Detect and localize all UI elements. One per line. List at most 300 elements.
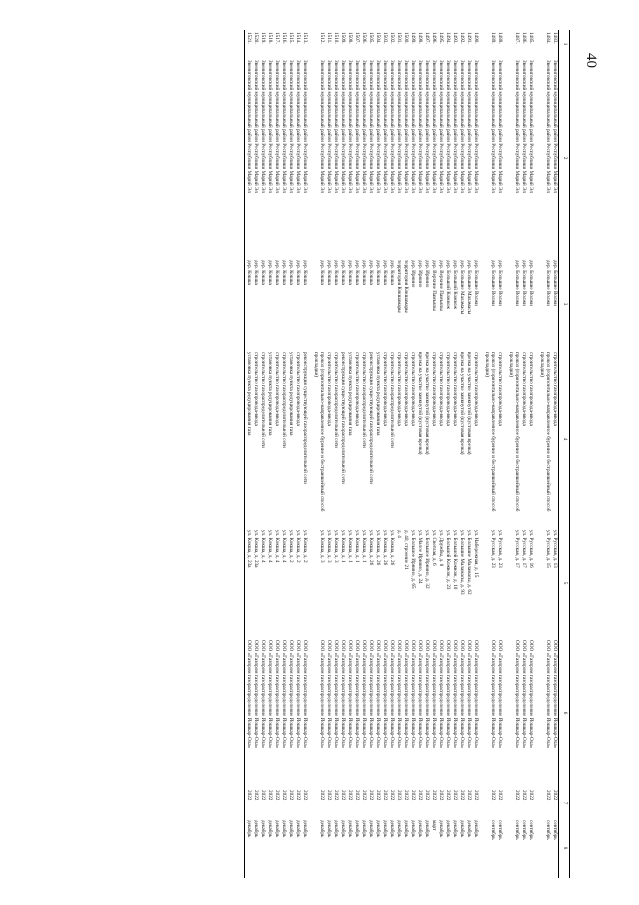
district-cell: Звениговский муниципальный район Республики Марий Эл xyxy=(452,60,458,193)
district-cell: Звениговский муниципальный район Республики Марий Эл xyxy=(368,60,374,193)
settlement-cell: дер. Кокша xyxy=(260,260,266,285)
work-type-cell: врезка на участке замкнутой (кустовая врезка) xyxy=(459,352,465,455)
address-cell: ул. Малое Ирнино, д. 24 xyxy=(417,530,423,584)
district-cell: Звениговский муниципальный район Республики Марий Эл xyxy=(473,60,479,193)
settlement-cell: дер. Кокша xyxy=(354,260,360,285)
year-cell: 2022 xyxy=(281,790,287,801)
organization-cell: ООО «Газпром газораспределение Йошкар-Ола» xyxy=(274,640,280,749)
year-cell: 2022 xyxy=(403,790,409,801)
organization-cell: ООО «Газпром газораспределение Йошкар-Ола» xyxy=(260,640,266,749)
organization-cell: ООО «Газпром газораспределение Йошкар-Ола» xyxy=(545,640,551,749)
row-number: 1487. xyxy=(514,32,520,44)
month-cell: декабрь xyxy=(326,820,332,838)
settlement-cell: дер. Ирнино xyxy=(424,260,430,288)
work-type-cell: строительство газораспределительной сети xyxy=(333,352,339,448)
district-cell: Звениговский муниципальный район Республики Марий Эл xyxy=(490,60,496,193)
organization-cell: ООО «Газпром газораспределение Йошкар-Ола» xyxy=(347,640,353,749)
row-number: 1508. xyxy=(347,32,353,44)
work-type-cell: строительство газопровода-ввода xyxy=(253,352,259,426)
address-cell: ул. Русская, д. 17 xyxy=(521,530,527,568)
month-cell: декабрь xyxy=(382,820,388,838)
table-row xyxy=(430,30,437,878)
row-number: 1484. xyxy=(545,32,551,44)
address-cell: ул. Кокша, д. 2 xyxy=(302,530,308,563)
organization-cell: ООО «Газпром газораспределение Йошкар-Ола» xyxy=(473,640,479,749)
year-cell: 2022 xyxy=(288,790,294,801)
address-cell: ул. Русская, д. 15 xyxy=(545,530,551,568)
table-row xyxy=(381,30,388,878)
row-number: 1503. xyxy=(382,32,388,44)
year-cell: 2022 xyxy=(452,790,458,801)
row-number: 1497. xyxy=(424,32,430,44)
year-cell: 2022 xyxy=(466,790,472,801)
settlement-cell: дер. Большие Волжи xyxy=(497,260,503,306)
organization-cell: ООО «Газпром газораспределение Йошкар-Ола» xyxy=(267,640,273,749)
settlement-cell: дер. Кокша xyxy=(340,260,346,285)
table-row xyxy=(245,30,253,878)
settlement-cell: дер. Кокша xyxy=(295,260,301,285)
works-table xyxy=(244,30,570,878)
settlement-cell: дер. Большие Волжи xyxy=(514,260,520,306)
organization-cell: ООО «Газпром газораспределение Йошкар-Ола» xyxy=(521,640,527,749)
table-row xyxy=(374,30,381,878)
work-type-cell: реконструкция существующей газораспределительной сети xyxy=(302,352,308,484)
work-type-cell: строительство газопровода-ввода xyxy=(521,352,527,426)
settlement-cell: дер. Кокша xyxy=(281,260,287,285)
month-cell: декабрь xyxy=(368,820,374,838)
settlement-cell: дер. Большие Волжи xyxy=(545,260,551,306)
settlement-cell: дер. Кокша xyxy=(245,258,253,350)
column-header: 4 xyxy=(559,350,570,528)
district-cell: Звениговский муниципальный район Республики Марий Эл xyxy=(459,60,465,193)
organization-cell: ООО «Газпром газораспределение Йошкар-Ола» xyxy=(375,640,381,749)
work-type-cell: строительство газораспределительной сети xyxy=(260,352,266,448)
district-cell: Звениговский муниципальный район Республики Марий Эл xyxy=(545,60,551,193)
address-cell: ул. Кокша, д. 26 xyxy=(389,530,395,566)
organization-cell: ООО «Газпром газораспределение Йошкар-Ола» xyxy=(245,638,253,788)
district-cell: Звениговский муниципальный район Республики Марий Эл xyxy=(514,60,520,193)
month-cell: декабрь xyxy=(319,820,325,838)
settlement-cell: дер. Большие Волжи xyxy=(521,260,527,306)
year-cell: 2022 xyxy=(340,790,346,801)
year-cell: 2022 xyxy=(410,790,416,801)
table-row xyxy=(465,30,472,878)
row-number: 1507. xyxy=(354,32,360,44)
district-cell: Звениговский муниципальный район Республики Марий Эл xyxy=(347,60,353,193)
organization-cell: ООО «Газпром газораспределение Йошкар-Ола» xyxy=(417,640,423,749)
spacer-cell xyxy=(479,30,484,878)
table-row xyxy=(451,30,458,878)
settlement-cell: дер. Кокша xyxy=(274,260,280,285)
work-type-cell: прокол (горизонтально-направленное бурение и бестраншейный способ прокладки) xyxy=(508,352,520,512)
organization-cell: ООО «Газпром газораспределение Йошкар-Ола» xyxy=(389,640,395,749)
settlement-cell: дер. Кокша xyxy=(368,260,374,285)
year-cell: 2022 xyxy=(253,790,259,801)
address-cell: ул. Кокша, д. 1 xyxy=(361,530,367,563)
month-cell: декабрь xyxy=(340,820,346,838)
address-cell: ул. Кокша, д. 26 xyxy=(368,530,374,566)
address-cell: д. 40, строение 21 xyxy=(403,530,409,570)
year-cell: 2022 xyxy=(545,790,551,801)
address-cell: ул. Кокша, д. 26 xyxy=(382,530,388,566)
district-cell: Звениговский муниципальный район Республики Марий Эл xyxy=(361,60,367,193)
month-cell: сентябрь xyxy=(490,820,496,840)
work-type-cell: строительство газопровода-ввода xyxy=(403,352,409,426)
work-type-cell: установка пункта редуцирования газа xyxy=(267,352,273,436)
settlement-cell: дер. Ирнино xyxy=(410,260,416,288)
page-number: 40 xyxy=(583,53,599,68)
work-type-cell: строительство газораспределительной сети xyxy=(281,352,287,448)
row-number: 1519. xyxy=(260,32,266,44)
row-number: 1492. xyxy=(459,32,465,44)
month-cell: декабрь xyxy=(466,820,472,838)
address-cell: ул. Кокша, д. 3 xyxy=(326,530,332,563)
settlement-cell: дер. Кокша xyxy=(267,260,273,285)
year-cell: 2022 xyxy=(354,790,360,801)
work-type-cell: строительство газопровода-ввода xyxy=(326,352,332,426)
row-number: 1498. xyxy=(417,32,423,44)
table-row xyxy=(280,30,287,878)
month-cell: сентябрь xyxy=(552,820,558,840)
settlement-cell: дер. Кокша xyxy=(375,260,381,285)
district-cell: Звениговский муниципальный район Республики Марий Эл xyxy=(410,60,416,193)
settlement-cell: дер. Большой Кожвож xyxy=(445,260,451,309)
address-cell: ул. Кокша, д. 3 xyxy=(319,530,325,563)
table-row xyxy=(259,30,266,878)
year-cell: 2022 xyxy=(417,790,423,801)
settlement-cell: территория Кокшамары xyxy=(396,260,402,313)
district-cell: Звениговский муниципальный район Республики Марий Эл xyxy=(389,60,395,193)
district-cell: Звениговский муниципальный район Республики Марий Эл xyxy=(375,60,381,193)
work-type-cell: строительство газопровода-ввода xyxy=(473,352,479,426)
district-cell: Звениговский муниципальный район Республики Марий Эл xyxy=(396,60,402,193)
district-cell: Звениговский муниципальный район Республики Марий Эл xyxy=(466,60,472,193)
year-cell: 2022 xyxy=(445,790,451,801)
row-spacer xyxy=(534,30,539,878)
row-number: 1514. xyxy=(295,32,301,44)
settlement-cell: территория Кокшамары xyxy=(403,260,409,313)
work-type-cell: прокол (горизонтально-направленное бурение и бестраншейный способ прокладки) xyxy=(484,352,496,512)
district-cell: Звениговский муниципальный район Республики Марий Эл xyxy=(382,60,388,193)
district-cell: Звениговский муниципальный район Республики Марий Эл xyxy=(354,60,360,193)
year-cell: 2022 xyxy=(438,790,444,801)
address-cell: ул. Большие Маламасы, д. 93 xyxy=(459,530,465,595)
month-cell: декабрь xyxy=(396,820,402,838)
month-cell: декабрь xyxy=(459,820,465,838)
spacer-cell xyxy=(308,30,313,878)
row-number: 1520. xyxy=(253,32,259,44)
district-cell: Звениговский муниципальный район Республики Марий Эл xyxy=(326,60,332,193)
organization-cell: ООО «Газпром газораспределение Йошкар-Ола» xyxy=(438,640,444,749)
row-number: 1510. xyxy=(333,32,339,44)
district-cell: Звениговский муниципальный район Республики Марий Эл xyxy=(281,60,287,193)
column-header: 5 xyxy=(559,528,570,638)
year-cell: 2022 xyxy=(521,790,527,801)
row-number: 1509. xyxy=(340,32,346,44)
district-cell: Звениговский муниципальный район Республики Марий Эл xyxy=(445,60,451,193)
organization-cell: ООО «Газпром газораспределение Йошкар-Ола» xyxy=(490,640,496,749)
row-number: 1483. xyxy=(552,32,558,44)
row-number: 1513. xyxy=(302,32,308,44)
district-cell: Звениговский муниципальный район Республики Марий Эл xyxy=(295,60,301,193)
month-cell: декабрь xyxy=(403,820,409,838)
work-type-cell: установка пункта редуцирования газа xyxy=(375,352,381,436)
settlement-cell: дер. Кокша xyxy=(361,260,367,285)
settlement-cell: дер. Кокша xyxy=(326,260,332,285)
district-cell: Звениговский муниципальный район Республики Марий Эл xyxy=(267,60,273,193)
district-cell: Звениговский муниципальный район Республики Марий Эл xyxy=(552,60,558,193)
work-type-cell: строительство газопровода-ввода xyxy=(552,352,558,426)
settlement-cell: дер. Кокша xyxy=(253,260,259,285)
work-type-cell: строительство газопровода-ввода xyxy=(274,352,280,426)
table-row xyxy=(252,30,259,878)
row-number: 1496. xyxy=(431,32,437,44)
address-cell: ул. Русская, д. 13 xyxy=(552,530,558,568)
organization-cell: ООО «Газпром газораспределение Йошкар-Ола» xyxy=(431,640,437,749)
address-cell: ул. Набережная, д. 15 xyxy=(473,530,479,578)
month-cell: декабрь xyxy=(260,820,266,838)
month-cell: декабрь xyxy=(361,820,367,838)
month-cell: декабрь xyxy=(375,820,381,838)
address-cell: ул. Кокша, д. 4 xyxy=(281,530,287,563)
organization-cell: ООО «Газпром газораспределение Йошкар-Ола» xyxy=(445,640,451,749)
address-cell: ул. Русская, д. 17 xyxy=(514,530,520,568)
address-cell: ул. Дружбы, д. 8 xyxy=(438,530,444,567)
organization-cell: ООО «Газпром газораспределение Йошкар-Ола» xyxy=(497,640,503,749)
month-cell: сентябрь xyxy=(521,820,527,840)
address-cell: ул. Кокша, д. 4 xyxy=(267,530,273,563)
month-cell: декабрь xyxy=(354,820,360,838)
district-cell: Звениговский муниципальный район Республики Марий Эл xyxy=(340,60,346,193)
year-cell: 2022 xyxy=(347,790,353,801)
row-number: 1491. xyxy=(466,32,472,44)
month-cell: сентябрь xyxy=(514,820,520,840)
address-cell: ул. Кокша, д. 23а xyxy=(245,528,253,638)
month-cell: сентябрь xyxy=(528,820,534,840)
table-row xyxy=(353,30,360,878)
organization-cell: ООО «Газпром газораспределение Йошкар-Ола» xyxy=(514,640,520,749)
year-cell: 2022 xyxy=(302,790,308,801)
table-row xyxy=(520,30,527,878)
organization-cell: ООО «Газпром газораспределение Йошкар-Ола» xyxy=(410,640,416,749)
work-type-cell: строительство газопровода-ввода xyxy=(295,352,301,426)
row-number: 1504. xyxy=(375,32,381,44)
organization-cell: ООО «Газпром газораспределение Йошкар-Ола» xyxy=(361,640,367,749)
district-cell: Звениговский муниципальный район Республики Марий Эл xyxy=(403,60,409,193)
address-cell: ул. Кокша, д. 1 xyxy=(340,530,346,563)
settlement-cell: дер. Кокша xyxy=(302,260,308,285)
settlement-cell: дер. Большие Волжи xyxy=(473,260,479,306)
table-row xyxy=(444,30,451,878)
settlement-cell: дер. Ирнино xyxy=(417,260,423,288)
row-number: 1506. xyxy=(361,32,367,44)
row-number: 1489. xyxy=(490,32,496,44)
table-row xyxy=(551,30,559,878)
row-number: 1517. xyxy=(274,32,280,44)
year-cell: 2022 xyxy=(424,790,430,801)
table-row xyxy=(273,30,280,878)
district-cell: Звениговский муниципальный район Республики Марий Эл xyxy=(245,58,253,258)
settlement-cell: дер. Большой Кожвож xyxy=(452,260,458,309)
organization-cell: ООО «Газпром газораспределение Йошкар-Ола» xyxy=(340,640,346,749)
table-row xyxy=(539,30,551,878)
table-row xyxy=(339,30,346,878)
address-cell: ул. Кокша, д. 2 xyxy=(288,530,294,563)
year-cell: 2022 xyxy=(260,790,266,801)
year-cell: 2022 xyxy=(368,790,374,801)
settlement-cell: дер. Верхние Памъялы xyxy=(431,260,437,311)
district-cell: Звениговский муниципальный район Республики Марий Эл xyxy=(438,60,444,193)
month-cell: декабрь xyxy=(281,820,287,838)
table-row xyxy=(294,30,301,878)
table-row xyxy=(266,30,273,878)
row-spacer xyxy=(308,30,313,878)
table-row xyxy=(287,30,294,878)
table-row xyxy=(458,30,465,878)
organization-cell: ООО «Газпром газораспределение Йошкар-Ола» xyxy=(552,640,558,749)
month-cell: декабрь xyxy=(417,820,423,838)
work-type-cell: установка пункта редуцирования газа xyxy=(347,352,353,436)
settlement-cell: дер. Большие Волжи xyxy=(528,260,534,306)
organization-cell: ООО «Газпром газораспределение Йошкар-Ола» xyxy=(403,640,409,749)
address-cell: ул. Большой Кожвож, д. 23 xyxy=(445,530,451,590)
address-cell: ул. Кокша, д. 4 xyxy=(274,530,280,563)
settlement-cell: дер. Верхние Памъялы xyxy=(438,260,444,311)
table-row xyxy=(388,30,395,878)
organization-cell: ООО «Газпром газораспределение Йошкар-Ола» xyxy=(459,640,465,749)
row-number: 1516. xyxy=(281,32,287,44)
table-row xyxy=(437,30,444,878)
year-cell: 2022 xyxy=(389,790,395,801)
month-cell: декабрь xyxy=(452,820,458,838)
row-number: 1500. xyxy=(403,32,409,44)
month-cell: декабрь xyxy=(333,820,339,838)
address-cell: ул. Кокша, д. 23а xyxy=(253,530,259,568)
row-number: 1502. xyxy=(389,32,395,44)
address-cell: ул. Русская, д. 23 xyxy=(497,530,503,568)
organization-cell: ООО «Газпром газораспределение Йошкар-Ола» xyxy=(302,640,308,749)
row-number: 1515. xyxy=(288,32,294,44)
month-cell: сентябрь xyxy=(545,820,551,840)
row-number: 1521. xyxy=(245,30,253,58)
table-row xyxy=(395,30,402,878)
table-row xyxy=(484,30,496,878)
table-row xyxy=(332,30,339,878)
table-row xyxy=(508,30,520,878)
work-type-cell: строительство газопровода-ввода xyxy=(382,352,388,426)
district-cell: Звениговский муниципальный район Республики Марий Эл xyxy=(497,60,503,193)
work-type-cell: врезка на участке замкнутой (кустовая врезка) xyxy=(466,352,472,455)
table-row xyxy=(367,30,374,878)
organization-cell: ООО «Газпром газораспределение Йошкар-Ола» xyxy=(333,640,339,749)
work-type-cell: строительство газопровода-ввода xyxy=(497,352,503,426)
year-cell: 2022 xyxy=(361,790,367,801)
work-type-cell: прокол (горизонтально-направленное бурение и бестраншейный способ прокладки) xyxy=(539,352,551,512)
row-spacer xyxy=(479,30,484,878)
table-row xyxy=(416,30,423,878)
work-type-cell: строительство газопровода-ввода xyxy=(431,352,437,426)
month-cell: декабрь xyxy=(288,820,294,838)
table-row xyxy=(360,30,367,878)
row-number: 1495. xyxy=(438,32,444,44)
district-cell: Звениговский муниципальный район Республики Марий Эл xyxy=(319,60,325,193)
month-cell: декабрь xyxy=(438,820,444,838)
year-cell: 2022 xyxy=(382,790,388,801)
district-cell: Звениговский муниципальный район Республики Марий Эл xyxy=(431,60,437,193)
year-cell: 2022 xyxy=(326,790,332,801)
table-row xyxy=(402,30,409,878)
year-cell: 2022 xyxy=(459,790,465,801)
work-type-cell: установка пункта редуцирования газа xyxy=(288,352,294,436)
year-cell: 2022 xyxy=(319,790,325,801)
year-cell: 2022 xyxy=(490,790,496,801)
organization-cell: ООО «Газпром газораспределение Йошкар-Ола» xyxy=(466,640,472,749)
work-type-cell: реконструкция существующей газораспределительной сети xyxy=(340,352,346,484)
settlement-cell: дер. Большие Маламасы xyxy=(459,260,465,315)
organization-cell: ООО «Газпром газораспределение Йошкар-Ола» xyxy=(354,640,360,749)
address-cell: ул. Кокша, д. 4 xyxy=(260,530,266,563)
settlement-cell: дер. Кокша xyxy=(333,260,339,285)
district-cell: Звениговский муниципальный район Республики Марий Эл xyxy=(253,60,259,193)
row-number: 1493. xyxy=(452,32,458,44)
month-cell: сентябрь xyxy=(497,820,503,840)
row-number: 1490. xyxy=(473,32,479,44)
month-cell: декабрь xyxy=(424,820,430,838)
table-row xyxy=(313,30,325,878)
address-cell: ул. Кокша, д. 1 xyxy=(347,530,353,563)
year-cell: 2022 xyxy=(295,790,301,801)
row-number: 1511. xyxy=(326,32,332,44)
row-number: 1512. xyxy=(319,32,325,44)
table-row xyxy=(325,30,332,878)
row-number: 1518. xyxy=(267,32,273,44)
district-cell: Звениговский муниципальный район Республики Марий Эл xyxy=(521,60,527,193)
address-cell: ул. Русская, д. 23 xyxy=(490,530,496,568)
year-cell: 2022 xyxy=(514,790,520,801)
row-number: 1501. xyxy=(396,32,402,44)
organization-cell: ООО «Газпром газораспределение Йошкар-Ола» xyxy=(396,640,402,749)
table-row xyxy=(496,30,503,878)
year-cell: 2022 xyxy=(245,788,253,818)
organization-cell: ООО «Газпром газораспределение Йошкар-Ола» xyxy=(288,640,294,749)
month-cell: декабрь xyxy=(410,820,416,838)
year-cell: 2022 xyxy=(274,790,280,801)
year-cell: 2023 xyxy=(396,790,402,801)
row-number: 1499. xyxy=(410,32,416,44)
year-cell: 2022 xyxy=(267,790,273,801)
organization-cell: ООО «Газпром газораспределение Йошкар-Ола» xyxy=(319,640,325,749)
spacer-cell xyxy=(534,30,539,878)
month-cell: декабрь xyxy=(274,820,280,838)
work-type-cell: строительство газопровода-ввода xyxy=(452,352,458,426)
table-header-row xyxy=(559,30,570,878)
work-type-cell: строительство газораспределительной сети xyxy=(389,352,395,448)
year-cell: 2022 xyxy=(473,790,479,801)
work-type-cell: строительство газопровода-ввода xyxy=(410,352,416,426)
year-cell: 2022 xyxy=(333,790,339,801)
column-header: 3 xyxy=(559,258,570,350)
organization-cell: ООО «Газпром газораспределение Йошкар-Ола» xyxy=(452,640,458,749)
address-cell: ул. Светлая, д. 6 xyxy=(431,530,437,566)
year-cell: 2022 xyxy=(431,790,437,801)
table-row xyxy=(409,30,416,878)
district-cell: Звениговский муниципальный район Республики Марий Эл xyxy=(288,60,294,193)
settlement-cell: дер. Большие Маламасы xyxy=(466,260,472,315)
column-header: 7 xyxy=(559,788,570,818)
work-type-cell: прокол (горизонтально-направленное бурение и бестраншейный способ прокладки) xyxy=(313,352,325,512)
month-cell: декабрь xyxy=(245,818,253,878)
month-cell: декабрь xyxy=(473,820,479,838)
